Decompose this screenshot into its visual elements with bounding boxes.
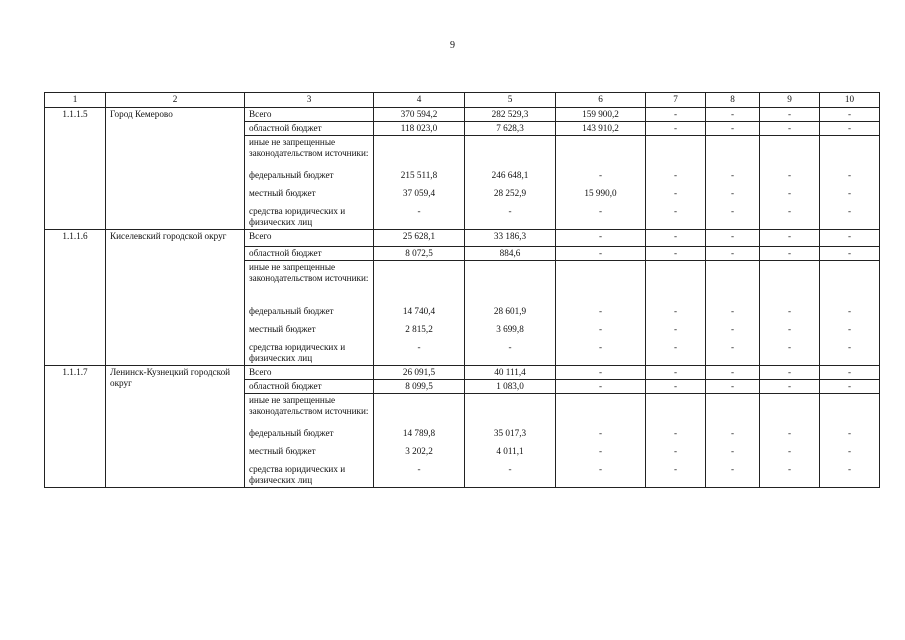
column-header: 2 bbox=[106, 93, 245, 108]
value-cell: - bbox=[417, 342, 421, 352]
value-stack bbox=[760, 394, 820, 488]
value-stack bbox=[465, 261, 556, 366]
row-label: областной бюджет bbox=[245, 380, 374, 394]
spacer bbox=[710, 395, 755, 428]
value-cell: - bbox=[706, 108, 760, 122]
value-cell: - bbox=[673, 206, 678, 216]
value-cell: - bbox=[760, 122, 820, 136]
spacer bbox=[469, 395, 551, 428]
spacer bbox=[824, 395, 875, 428]
value-cell: - bbox=[787, 206, 792, 216]
value-cell: - bbox=[556, 247, 646, 261]
value-cell: - bbox=[730, 324, 735, 334]
spacer bbox=[650, 137, 701, 170]
value-cell: - bbox=[847, 206, 852, 216]
spacer bbox=[824, 262, 875, 295]
value-stack bbox=[374, 261, 465, 366]
value-cell: - bbox=[820, 380, 880, 394]
value-cell: 4 011,1 bbox=[496, 446, 524, 456]
value-stack bbox=[706, 136, 760, 230]
value-cell: - bbox=[598, 324, 603, 334]
spacer bbox=[764, 262, 815, 295]
value-cell: - bbox=[820, 230, 880, 247]
value-cell: - bbox=[673, 306, 678, 316]
row-label: Всего bbox=[245, 230, 374, 247]
value-stack bbox=[556, 394, 646, 488]
spacer bbox=[469, 295, 551, 306]
value-cell: - bbox=[730, 170, 735, 180]
value-cell: - bbox=[646, 122, 706, 136]
value-stack bbox=[820, 136, 880, 230]
spacer bbox=[764, 295, 815, 306]
value-cell: 15 990,0 bbox=[584, 188, 617, 198]
column-header: 9 bbox=[760, 93, 820, 108]
source-label: местный бюджет bbox=[249, 446, 316, 456]
value-cell: - bbox=[847, 188, 852, 198]
value-cell: - bbox=[598, 446, 603, 456]
value-stack bbox=[820, 261, 880, 366]
value-cell: - bbox=[598, 206, 603, 216]
column-header: 7 bbox=[646, 93, 706, 108]
value-cell: - bbox=[556, 380, 646, 394]
value-cell: - bbox=[646, 366, 706, 380]
sources-labels bbox=[245, 394, 374, 488]
spacer bbox=[650, 262, 701, 295]
value-cell: - bbox=[598, 428, 603, 438]
source-label: средства юридических и физических лиц bbox=[249, 464, 346, 485]
spacer bbox=[378, 262, 460, 295]
value-cell: 3 202,2 bbox=[405, 446, 433, 456]
value-cell: - bbox=[646, 247, 706, 261]
value-cell: - bbox=[706, 122, 760, 136]
value-stack bbox=[706, 394, 760, 488]
value-cell: - bbox=[760, 108, 820, 122]
value-cell: - bbox=[787, 446, 792, 456]
page-number: 9 bbox=[450, 40, 455, 51]
value-cell: - bbox=[730, 206, 735, 216]
source-label: средства юридических и физических лиц bbox=[249, 206, 346, 227]
value-cell: - bbox=[787, 188, 792, 198]
value-cell: 1 083,0 bbox=[465, 380, 556, 394]
value-stack bbox=[646, 394, 706, 488]
value-cell: - bbox=[730, 342, 735, 352]
value-stack bbox=[556, 136, 646, 230]
source-label: иные не запрещенные законодательством источники: bbox=[249, 395, 369, 416]
value-cell: - bbox=[556, 366, 646, 380]
value-stack bbox=[706, 261, 760, 366]
value-cell: 159 900,2 bbox=[556, 108, 646, 122]
section-name: Город Кемерово bbox=[106, 108, 245, 230]
value-stack bbox=[760, 136, 820, 230]
value-cell: - bbox=[673, 464, 678, 474]
section-code: 1.1.1.6 bbox=[45, 230, 106, 366]
value-cell: - bbox=[847, 342, 852, 352]
value-cell: - bbox=[417, 206, 421, 216]
value-cell: - bbox=[847, 170, 852, 180]
column-header: 4 bbox=[374, 93, 465, 108]
value-cell: - bbox=[673, 342, 678, 352]
value-cell: - bbox=[508, 206, 512, 216]
value-cell: - bbox=[673, 428, 678, 438]
section-name: Ленинск-Кузнецкий городской округ bbox=[106, 366, 245, 488]
value-cell: - bbox=[787, 428, 792, 438]
value-cell: - bbox=[730, 464, 735, 474]
value-cell: 26 091,5 bbox=[374, 366, 465, 380]
source-label: местный бюджет bbox=[249, 188, 316, 198]
value-cell: 33 186,3 bbox=[465, 230, 556, 247]
value-cell: 143 910,2 bbox=[556, 122, 646, 136]
value-cell: - bbox=[847, 428, 852, 438]
value-stack bbox=[556, 261, 646, 366]
value-cell: 40 111,4 bbox=[465, 366, 556, 380]
source-label: средства юридических и физических лиц bbox=[249, 342, 346, 363]
source-label: федеральный бюджет bbox=[249, 170, 334, 180]
value-cell: - bbox=[556, 230, 646, 247]
value-cell: - bbox=[730, 428, 735, 438]
spacer bbox=[378, 395, 460, 428]
column-header: 1 bbox=[45, 93, 106, 108]
spacer bbox=[764, 395, 815, 428]
column-header: 5 bbox=[465, 93, 556, 108]
value-stack bbox=[646, 261, 706, 366]
section-name: Киселевский городской округ bbox=[106, 230, 245, 366]
value-cell: - bbox=[706, 380, 760, 394]
source-label: федеральный бюджет bbox=[249, 306, 334, 316]
value-stack bbox=[820, 394, 880, 488]
value-cell: 35 017,3 bbox=[493, 428, 527, 438]
table-row bbox=[45, 366, 880, 380]
value-cell: 246 648,1 bbox=[491, 170, 529, 180]
value-cell: - bbox=[730, 188, 735, 198]
value-cell: - bbox=[646, 380, 706, 394]
source-label: иные не запрещенные законодательством источники: bbox=[249, 262, 369, 283]
value-cell: - bbox=[417, 464, 421, 474]
value-cell: - bbox=[787, 342, 792, 352]
spacer bbox=[560, 262, 641, 295]
table-row bbox=[45, 108, 880, 122]
value-cell: 14 789,8 bbox=[402, 428, 436, 438]
spacer bbox=[824, 137, 875, 170]
value-cell: - bbox=[673, 446, 678, 456]
value-cell: 370 594,2 bbox=[374, 108, 465, 122]
sources-labels bbox=[245, 261, 374, 366]
spacer bbox=[469, 137, 551, 170]
value-cell: - bbox=[646, 230, 706, 247]
value-cell: - bbox=[508, 464, 512, 474]
value-cell: - bbox=[673, 188, 678, 198]
value-cell: 3 699,8 bbox=[496, 324, 524, 334]
source-label: федеральный бюджет bbox=[249, 428, 334, 438]
spacer bbox=[560, 395, 641, 428]
value-stack bbox=[646, 136, 706, 230]
source-label: местный бюджет bbox=[249, 324, 316, 334]
value-stack bbox=[465, 136, 556, 230]
budget-table bbox=[44, 92, 880, 488]
row-label: областной бюджет bbox=[245, 247, 374, 261]
spacer bbox=[378, 137, 460, 170]
value-cell: 2 815,2 bbox=[405, 324, 433, 334]
value-cell: 37 059,4 bbox=[402, 188, 436, 198]
spacer bbox=[764, 137, 815, 170]
value-cell: 7 628,3 bbox=[465, 122, 556, 136]
value-cell: - bbox=[820, 108, 880, 122]
value-cell: - bbox=[508, 342, 512, 352]
value-cell: - bbox=[706, 247, 760, 261]
value-cell: 884,6 bbox=[465, 247, 556, 261]
value-cell: - bbox=[706, 366, 760, 380]
value-cell: - bbox=[760, 380, 820, 394]
row-label: Всего bbox=[245, 366, 374, 380]
value-cell: 282 529,3 bbox=[465, 108, 556, 122]
spacer bbox=[650, 295, 701, 306]
value-cell: 25 628,1 bbox=[374, 230, 465, 247]
column-header: 3 bbox=[245, 93, 374, 108]
value-cell: - bbox=[847, 306, 852, 316]
spacer bbox=[710, 295, 755, 306]
value-stack bbox=[374, 394, 465, 488]
row-label: Всего bbox=[245, 108, 374, 122]
value-cell: 28 252,9 bbox=[493, 188, 527, 198]
header-row bbox=[45, 93, 880, 108]
value-cell: - bbox=[847, 324, 852, 334]
value-cell: 8 072,5 bbox=[374, 247, 465, 261]
value-cell: - bbox=[706, 230, 760, 247]
value-stack bbox=[374, 136, 465, 230]
spacer bbox=[560, 137, 641, 170]
value-cell: - bbox=[847, 446, 852, 456]
column-header: 10 bbox=[820, 93, 880, 108]
spacer bbox=[560, 295, 641, 306]
table-row bbox=[45, 230, 880, 247]
value-cell: - bbox=[820, 366, 880, 380]
value-cell: 8 099,5 bbox=[374, 380, 465, 394]
spacer bbox=[824, 295, 875, 306]
section-code: 1.1.1.5 bbox=[45, 108, 106, 230]
value-cell: - bbox=[598, 306, 603, 316]
value-cell: 14 740,4 bbox=[402, 306, 436, 316]
sources-labels bbox=[245, 136, 374, 230]
value-cell: - bbox=[673, 170, 678, 180]
value-stack bbox=[465, 394, 556, 488]
value-cell: 118 023,0 bbox=[374, 122, 465, 136]
value-cell: - bbox=[598, 342, 603, 352]
value-cell: - bbox=[787, 306, 792, 316]
spacer bbox=[469, 262, 551, 295]
spacer bbox=[710, 262, 755, 295]
value-cell: - bbox=[787, 170, 792, 180]
spacer bbox=[249, 295, 369, 306]
value-cell: - bbox=[760, 247, 820, 261]
value-cell: - bbox=[760, 230, 820, 247]
value-cell: - bbox=[760, 366, 820, 380]
value-cell: - bbox=[598, 464, 603, 474]
value-cell: - bbox=[847, 464, 852, 474]
spacer bbox=[710, 137, 755, 170]
value-cell: - bbox=[820, 122, 880, 136]
value-cell: 215 511,8 bbox=[400, 170, 438, 180]
value-cell: - bbox=[730, 446, 735, 456]
value-cell: - bbox=[787, 324, 792, 334]
column-header: 6 bbox=[556, 93, 646, 108]
value-cell: - bbox=[598, 170, 603, 180]
source-label: иные не запрещенные законодательством источники: bbox=[249, 137, 369, 158]
value-cell: - bbox=[646, 108, 706, 122]
spacer bbox=[378, 295, 460, 306]
value-stack bbox=[760, 261, 820, 366]
spacer bbox=[650, 395, 701, 428]
value-cell: - bbox=[787, 464, 792, 474]
value-cell: 28 601,9 bbox=[493, 306, 527, 316]
section-code: 1.1.1.7 bbox=[45, 366, 106, 488]
row-label: областной бюджет bbox=[245, 122, 374, 136]
value-cell: - bbox=[820, 247, 880, 261]
value-cell: - bbox=[730, 306, 735, 316]
column-header: 8 bbox=[706, 93, 760, 108]
value-cell: - bbox=[673, 324, 678, 334]
